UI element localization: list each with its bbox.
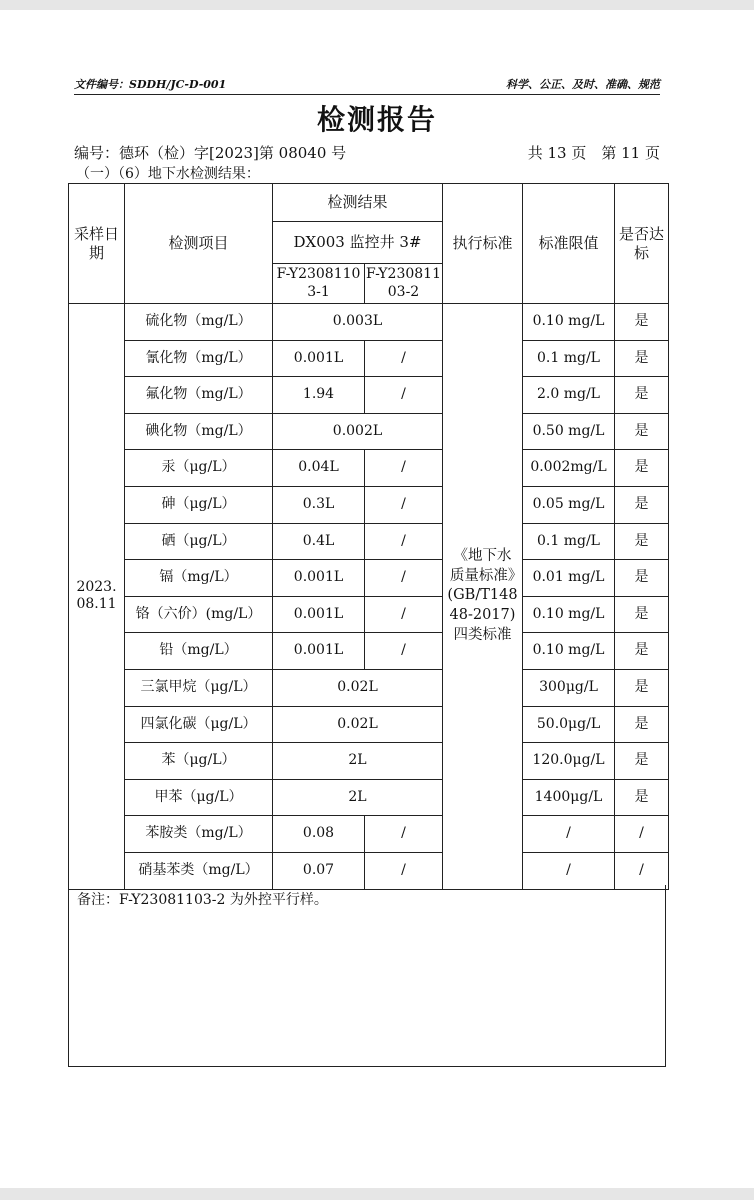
header-pass: 是否达标 — [615, 184, 669, 304]
test-item: 硫化物（mg/L） — [125, 304, 273, 341]
test-item: 硒（μg/L） — [125, 523, 273, 560]
pass-status: 是 — [615, 413, 669, 450]
result-value-2: / — [365, 377, 443, 414]
standard-limit: 0.05 mg/L — [523, 486, 615, 523]
result-value-2: / — [365, 340, 443, 377]
header-test-item: 检测项目 — [125, 184, 273, 304]
table-row — [69, 413, 669, 450]
standard-limit: 0.10 mg/L — [523, 304, 615, 341]
pass-status: 是 — [615, 304, 669, 341]
result-value: 2L — [273, 779, 443, 816]
table-row — [69, 779, 669, 816]
result-value-2: / — [365, 852, 443, 889]
report-meta — [74, 142, 660, 163]
test-item: 砷（μg/L） — [125, 486, 273, 523]
header-sample-2: F-Y23081103-2 — [365, 264, 443, 304]
notes-box — [68, 885, 666, 1067]
test-item: 汞（μg/L） — [125, 450, 273, 487]
table-row — [69, 377, 669, 414]
pass-status: 是 — [615, 669, 669, 706]
header-test-result: 检测结果 — [273, 184, 443, 222]
file-number: 文件编号：SDDH/JC-D-001 — [74, 78, 227, 91]
result-value: 0.02L — [273, 706, 443, 743]
result-value-1: 0.001L — [273, 633, 365, 670]
result-value: 0.002L — [273, 413, 443, 450]
test-item: 铬（六价）(mg/L） — [125, 596, 273, 633]
pass-status: / — [615, 852, 669, 889]
test-item: 氰化物（mg/L） — [125, 340, 273, 377]
result-value-1: 0.001L — [273, 340, 365, 377]
pass-status: 是 — [615, 486, 669, 523]
sample-date: 2023.08.11 — [69, 304, 125, 890]
pass-status: 是 — [615, 560, 669, 597]
bottom-bar — [0, 1188, 754, 1200]
result-value-2: / — [365, 633, 443, 670]
result-value-1: 0.001L — [273, 596, 365, 633]
table-row — [69, 743, 669, 780]
test-item: 氟化物（mg/L） — [125, 377, 273, 414]
top-bar — [0, 0, 754, 10]
report-title: 检测报告 — [316, 103, 437, 136]
test-item: 硝基苯类（mg/L） — [125, 852, 273, 889]
notes-text: 备注：F-Y23081103-2 为外控平行样。 — [77, 892, 328, 908]
result-value-2: / — [365, 523, 443, 560]
table-row — [69, 669, 669, 706]
standard-limit: 0.10 mg/L — [523, 633, 615, 670]
results-table — [68, 183, 669, 890]
result-value-2: / — [365, 450, 443, 487]
pass-status: 是 — [615, 340, 669, 377]
table-row — [69, 816, 669, 853]
pass-status: 是 — [615, 633, 669, 670]
test-item: 甲苯（μg/L） — [125, 779, 273, 816]
report-number: 编号：德环（检）字[2023]第 08040 号 — [74, 144, 347, 162]
header-sample-date: 采样日期 — [69, 184, 125, 304]
table-row — [69, 523, 669, 560]
result-value-1: 0.08 — [273, 816, 365, 853]
pass-status: 是 — [615, 523, 669, 560]
standard-limit: 1400μg/L — [523, 779, 615, 816]
table-row — [69, 450, 669, 487]
table-row — [69, 852, 669, 889]
test-item: 碘化物（mg/L） — [125, 413, 273, 450]
pass-status: 是 — [615, 377, 669, 414]
result-value-2: / — [365, 816, 443, 853]
standard-limit: 0.50 mg/L — [523, 413, 615, 450]
result-value-2: / — [365, 560, 443, 597]
standard-limit: / — [523, 852, 615, 889]
header-location: DX003 监控井 3# — [273, 222, 443, 264]
result-value-2: / — [365, 486, 443, 523]
table-row — [69, 560, 669, 597]
result-value-1: 0.07 — [273, 852, 365, 889]
header-standard: 执行标准 — [443, 184, 523, 304]
test-item: 三氯甲烷（μg/L） — [125, 669, 273, 706]
standard-limit: 0.01 mg/L — [523, 560, 615, 597]
test-item: 苯胺类（mg/L） — [125, 816, 273, 853]
page-count: 共 13 页 第 11 页 — [527, 144, 660, 162]
pass-status: / — [615, 816, 669, 853]
document-header — [74, 72, 660, 95]
table-row — [69, 486, 669, 523]
standard-limit: 0.1 mg/L — [523, 523, 615, 560]
result-value-1: 1.94 — [273, 377, 365, 414]
result-value: 0.02L — [273, 669, 443, 706]
standard-limit: 120.0μg/L — [523, 743, 615, 780]
execution-standard: 《地下水质量标准》(GB/T14848-2017)四类标准 — [443, 304, 523, 890]
table-row — [69, 596, 669, 633]
pass-status: 是 — [615, 779, 669, 816]
header-sample-1: F-Y23081103-1 — [273, 264, 365, 304]
result-value: 2L — [273, 743, 443, 780]
standard-limit: / — [523, 816, 615, 853]
table-row — [69, 706, 669, 743]
section-heading: （一）（6）地下水检测结果： — [76, 166, 260, 182]
test-item: 四氯化碳（μg/L） — [125, 706, 273, 743]
standard-limit: 0.10 mg/L — [523, 596, 615, 633]
standard-limit: 0.002mg/L — [523, 450, 615, 487]
pass-status: 是 — [615, 596, 669, 633]
test-item: 镉（mg/L） — [125, 560, 273, 597]
standard-limit: 300μg/L — [523, 669, 615, 706]
test-item: 苯（μg/L） — [125, 743, 273, 780]
result-value-1: 0.3L — [273, 486, 365, 523]
pass-status: 是 — [615, 450, 669, 487]
result-value: 0.003L — [273, 304, 443, 341]
pass-status: 是 — [615, 743, 669, 780]
table-row — [69, 304, 669, 341]
table-row — [69, 633, 669, 670]
result-value-1: 0.4L — [273, 523, 365, 560]
pass-status: 是 — [615, 706, 669, 743]
result-value-1: 0.001L — [273, 560, 365, 597]
motto: 科学、公正、及时、准确、规范 — [506, 78, 660, 91]
result-value-2: / — [365, 596, 443, 633]
table-row — [69, 340, 669, 377]
standard-limit: 0.1 mg/L — [523, 340, 615, 377]
standard-limit: 50.0μg/L — [523, 706, 615, 743]
header-limit: 标准限值 — [523, 184, 615, 304]
result-value-1: 0.04L — [273, 450, 365, 487]
test-item: 铅（mg/L） — [125, 633, 273, 670]
standard-limit: 2.0 mg/L — [523, 377, 615, 414]
